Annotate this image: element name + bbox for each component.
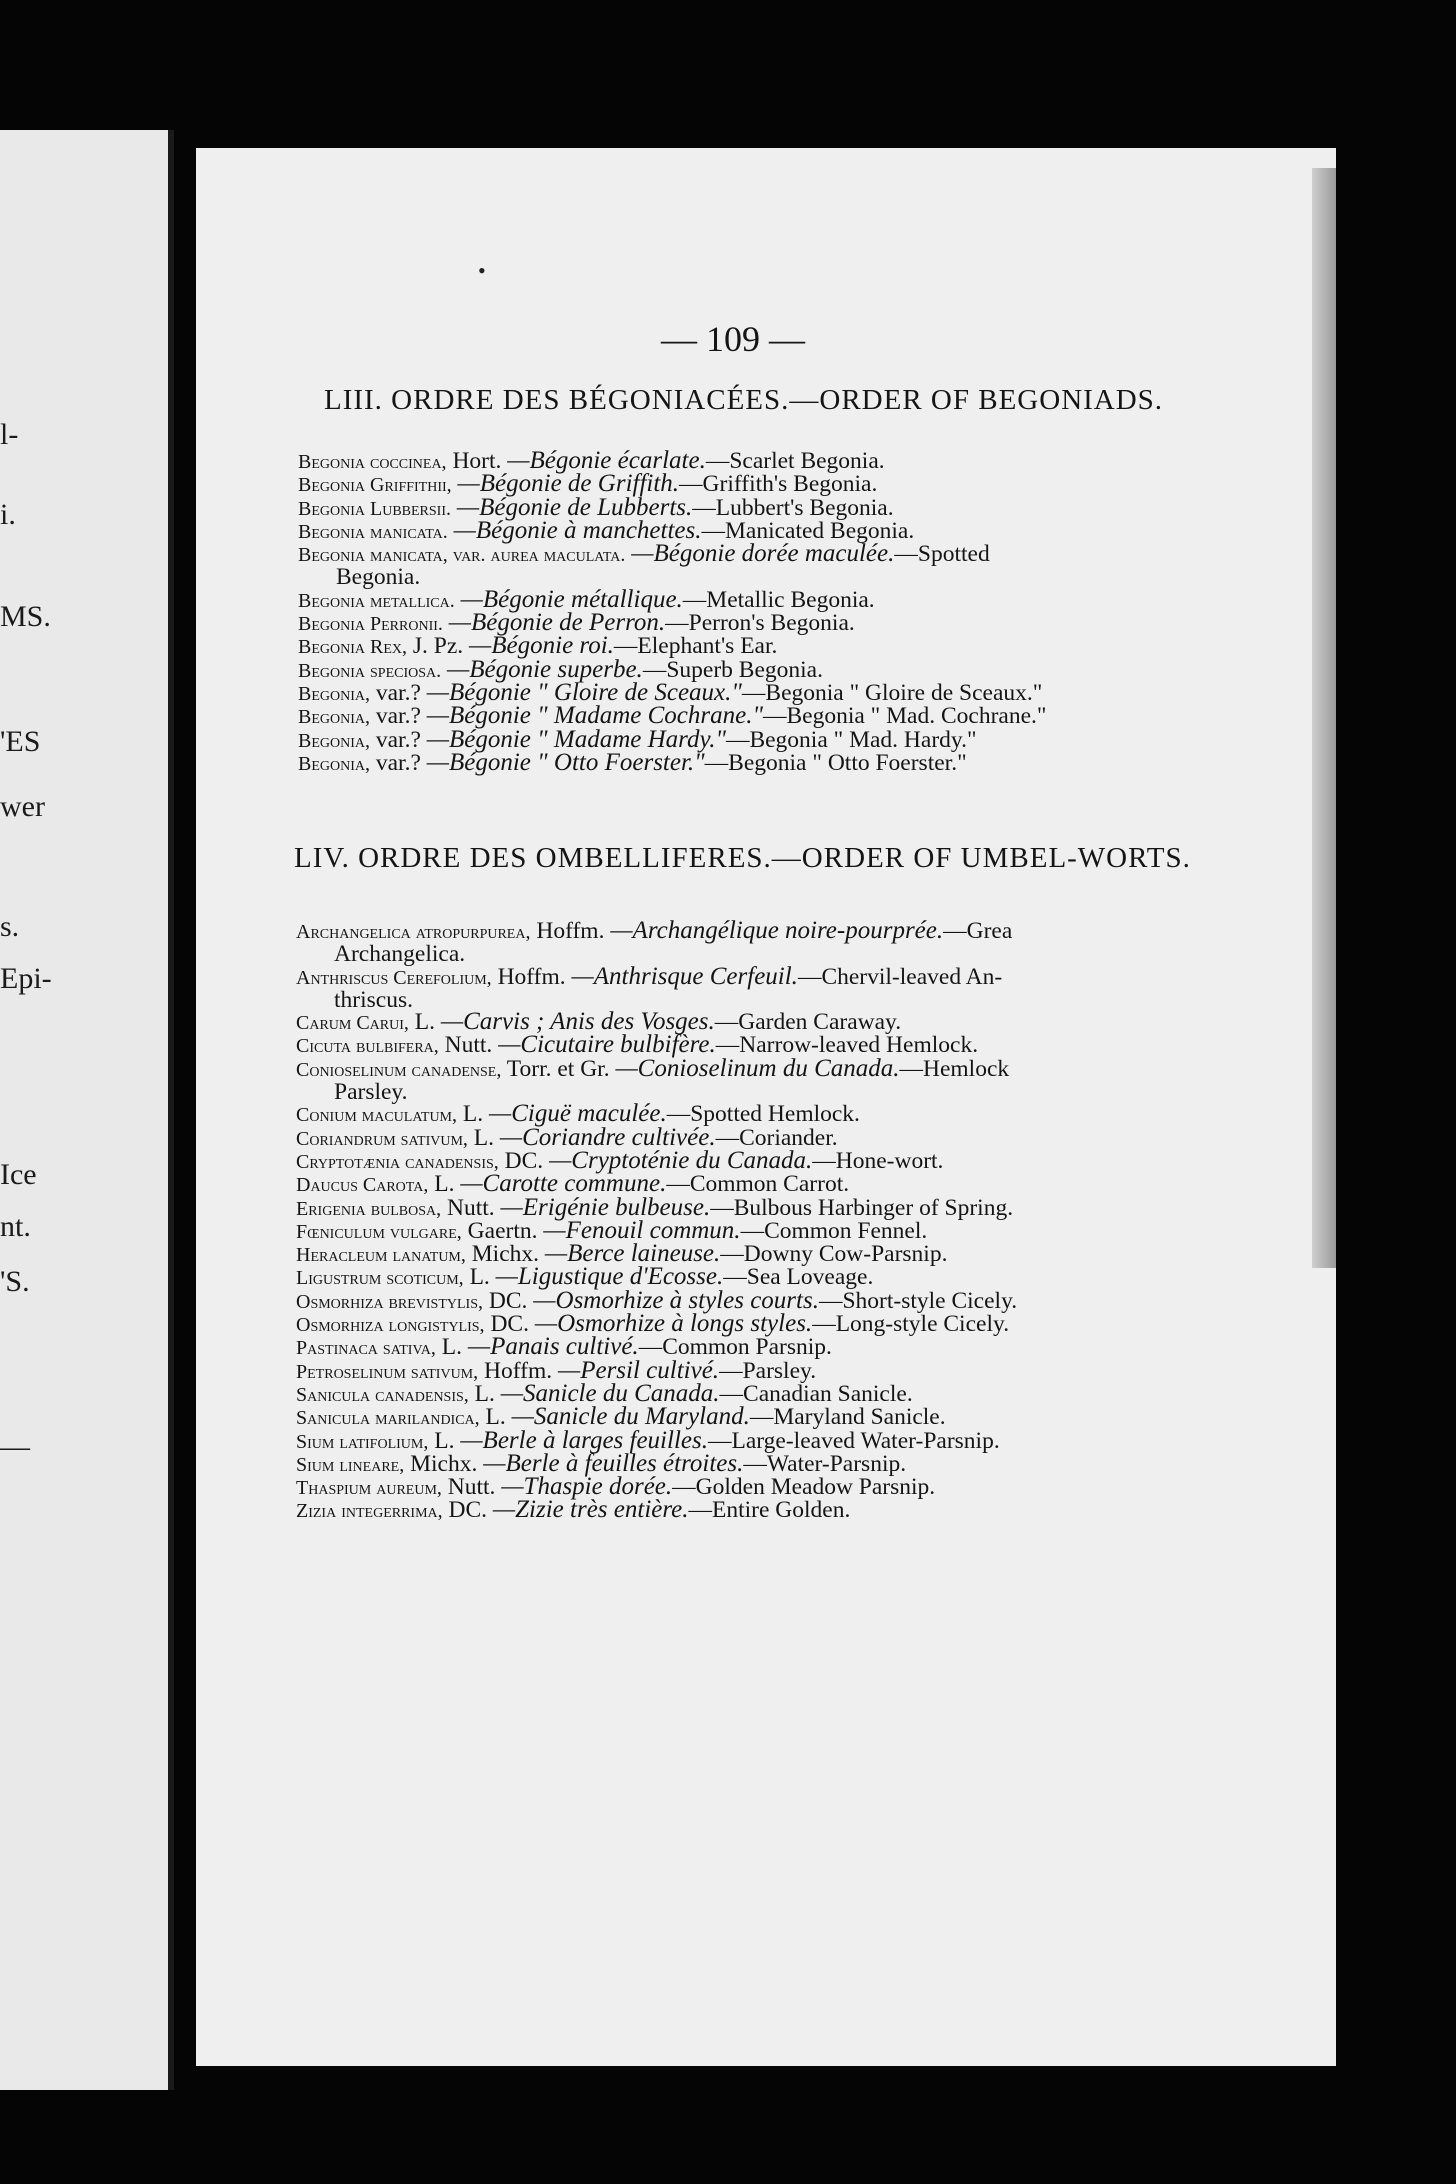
french-name: —Bégonie de Lubberts. <box>456 493 693 521</box>
english-name: —Narrow-leaved Hemlock. <box>715 1032 979 1059</box>
french-name: —Bégonie " Madame Hardy." <box>426 725 726 753</box>
author-citation: L. <box>474 1380 495 1407</box>
french-name: —Bégonie " Gloire de Sceaux." <box>426 678 742 706</box>
plant-entry <box>296 1496 1017 1524</box>
author-citation: var.? <box>375 749 421 776</box>
english-name: —Large-leaved Water-Parsnip. <box>707 1427 1000 1454</box>
french-name: —Coriandre cultivée. <box>499 1123 716 1151</box>
french-name: —Erigénie bulbeuse. <box>500 1193 711 1221</box>
ink-speck: • <box>478 258 486 283</box>
plant-entry <box>298 632 1046 660</box>
latin-name: Begonia, <box>298 752 370 775</box>
french-name: —Cicutaire bulbifère. <box>498 1031 716 1059</box>
english-name: —Golden Meadow Parsnip. <box>672 1474 936 1501</box>
facing-page-fragment: i. <box>0 498 16 531</box>
latin-name: Heracleum lanatum, <box>296 1244 466 1267</box>
french-name: —Berle à larges feuilles. <box>460 1426 708 1454</box>
latin-name: Begonia coccinea, <box>298 451 447 473</box>
latin-name: Erigenia bulbosa, <box>296 1197 442 1220</box>
french-name: —Zizie très entière. <box>492 1496 689 1524</box>
author-citation: L. <box>469 1264 490 1291</box>
author-citation: Nutt. <box>444 1032 493 1059</box>
author-citation: Hoffm. <box>536 918 605 944</box>
english-name: —Common Fennel. <box>740 1217 928 1244</box>
book-page <box>196 148 1336 2066</box>
latin-name: Begonia Griffithii, <box>298 474 452 497</box>
latin-name: Osmorhiza brevistylis, <box>296 1290 484 1313</box>
french-name: —Panais cultivé. <box>467 1333 639 1361</box>
french-name: —Persil cultivé. <box>557 1356 720 1384</box>
french-name: —Carotte commune. <box>460 1170 667 1198</box>
english-name: —Scarlet Begonia. <box>705 448 885 474</box>
french-name: —Bégonie écarlate. <box>507 447 706 474</box>
french-name: —Bégonie " Otto Foerster." <box>426 748 705 776</box>
french-name: —Ligustique d'Ecosse. <box>495 1263 724 1291</box>
latin-name: Archangelica atropurpurea, <box>296 921 531 943</box>
plant-entry <box>298 585 1046 613</box>
author-citation: L. <box>485 1404 506 1431</box>
french-name: —Anthrisque Cerfeuil. <box>571 962 798 990</box>
english-name: —Spotted <box>894 541 990 568</box>
latin-name: Begonia, <box>298 729 370 752</box>
author-citation: Torr. et Gr. <box>506 1055 610 1082</box>
french-name: —Bégonie de Griffith. <box>457 470 680 498</box>
english-name: —Maryland Sanicle. <box>749 1404 946 1431</box>
english-name: —Begonia " Mad. Hardy." <box>725 726 977 753</box>
author-citation: L. <box>473 1124 495 1151</box>
latin-name: Begonia Rex, <box>298 636 407 659</box>
facing-page-fragment: wer <box>0 790 45 823</box>
english-name: —Hone-wort. <box>812 1147 944 1174</box>
facing-page-fragment: l- <box>0 418 19 451</box>
latin-name: Zizia integerrima, <box>296 1500 443 1523</box>
latin-name: Begonia speciosa. <box>298 659 442 682</box>
facing-page-fragment: nt. <box>0 1210 31 1243</box>
latin-name: Begonia Lubbersii. <box>298 497 451 520</box>
latin-name: Ligustrum scoticum, <box>296 1267 464 1290</box>
english-name: —Lubbert's Begonia. <box>692 494 894 521</box>
latin-name: Sanicula canadensis, <box>296 1383 469 1406</box>
french-name: —Sanicle du Maryland. <box>511 1403 750 1431</box>
latin-name: Daucus Carota, <box>296 1174 429 1197</box>
author-citation: var.? <box>375 679 421 706</box>
french-name: —Berle à feuilles étroites. <box>483 1449 744 1477</box>
latin-name: Begonia manicata, var. aurea maculata. <box>298 544 626 567</box>
author-citation: Michx. <box>471 1241 539 1268</box>
latin-name: Osmorhiza longistylis, <box>296 1314 485 1337</box>
author-citation: L. <box>462 1101 484 1128</box>
plant-entry <box>296 1054 1017 1106</box>
latin-name: Conium maculatum, <box>296 1104 458 1127</box>
author-citation: Hoffm. <box>484 1357 553 1384</box>
section-heading-begoniads: LIII. ORDRE DES BÉGONIACÉES.—ORDER OF BEGONIADS. <box>324 384 1164 416</box>
english-name: —Spotted Hemlock. <box>666 1101 860 1128</box>
plant-entry <box>298 748 1046 776</box>
plant-entry <box>296 962 1017 1013</box>
author-citation: Nutt. <box>446 1194 495 1221</box>
author-citation: Gaertn. <box>467 1217 538 1244</box>
section-heading-umbelworts: LIV. ORDRE DES OMBELLIFERES.—ORDER OF UMBEL-WORTS. <box>294 842 1191 874</box>
french-name: —Cryptoténie du Canada. <box>549 1146 813 1174</box>
english-name: —Manicated Begonia. <box>701 517 915 544</box>
plant-entry <box>296 1310 1017 1338</box>
latin-name: Begonia, <box>298 706 370 729</box>
english-name: —Downy Cow-Parsnip. <box>720 1241 948 1268</box>
facing-page-fragment: — <box>0 1430 30 1463</box>
french-name: —Bégonie à manchettes. <box>453 516 702 544</box>
author-citation: DC. <box>488 1287 528 1314</box>
latin-name: Carum Carui, <box>296 1012 409 1035</box>
english-name: —Begonia " Gloire de Sceaux." <box>741 679 1043 706</box>
latin-name: Sium lineare, <box>296 1453 405 1476</box>
latin-name: Begonia Perronii. <box>298 613 443 636</box>
french-name: —Bégonie " Madame Cochrane." <box>426 702 763 730</box>
entry-continuation: thriscus. <box>334 986 413 1013</box>
english-name: —Long-style Cicely. <box>812 1311 1010 1338</box>
english-name: —Begonia " Mad. Cochrane." <box>762 703 1047 730</box>
latin-name: Begonia manicata. <box>298 520 448 543</box>
author-citation: Michx. <box>410 1450 478 1477</box>
author-citation: J. Pz. <box>412 633 464 660</box>
author-citation: L. <box>414 1009 436 1036</box>
entry-list-begoniads <box>298 447 1047 776</box>
french-name: —Carvis ; Anis des Vosges. <box>440 1008 715 1036</box>
english-name: —Chervil-leaved An- <box>797 963 1003 990</box>
english-name: —Short-style Cicely. <box>818 1287 1018 1314</box>
facing-page-edge <box>0 130 174 2090</box>
english-name: —Water-Parsnip. <box>743 1450 907 1477</box>
facing-page-fragment: Epi- <box>0 962 52 995</box>
latin-name: Cryptotænia canadensis, <box>296 1150 499 1173</box>
english-name: —Metallic Begonia. <box>682 586 875 613</box>
latin-name: Sanicula marilandica, <box>296 1407 480 1430</box>
plant-entry <box>298 540 1046 591</box>
french-name: —Bégonie superbe. <box>447 655 643 683</box>
entry-continuation: Parsley. <box>334 1079 408 1106</box>
french-name: —Bégonie dorée maculée. <box>631 540 895 568</box>
author-citation: DC. <box>448 1497 488 1524</box>
english-name: —Coriander. <box>715 1124 838 1151</box>
latin-name: Begonia metallica. <box>298 589 455 612</box>
english-name: —Hemlock <box>899 1055 1010 1082</box>
french-name: —Fenouil commun. <box>543 1216 741 1244</box>
latin-name: Sium latifolium, <box>296 1430 429 1453</box>
author-citation: Hoffm. <box>497 963 566 990</box>
english-name: —Griffith's Begonia. <box>679 471 878 498</box>
page-gutter-shadow <box>1312 168 1336 1268</box>
english-name: —Perron's Begonia. <box>665 610 855 637</box>
latin-name: Begonia, <box>298 682 370 705</box>
french-name: —Bégonie métallique. <box>460 585 683 613</box>
entry-continuation: Archangelica. <box>334 941 466 968</box>
french-name: —Osmorhize à styles courts. <box>533 1286 819 1314</box>
latin-name: Cicuta bulbifera, <box>296 1035 439 1058</box>
facing-page-fragment: 'S. <box>0 1265 30 1298</box>
page-number: — 109 — <box>661 319 805 359</box>
latin-name: Thaspium aureum, <box>296 1477 442 1500</box>
author-citation: L. <box>441 1334 462 1361</box>
english-name: —Common Carrot. <box>666 1171 850 1198</box>
latin-name: Conioselinum canadense, <box>296 1058 502 1081</box>
french-name: —Ciguë maculée. <box>489 1100 667 1128</box>
author-citation: DC. <box>504 1147 544 1174</box>
english-name: —Grea <box>943 918 1013 944</box>
entry-list-umbelworts <box>296 917 1018 1524</box>
english-name: —Canadian Sanicle. <box>719 1380 913 1407</box>
latin-name: Petroselinum sativum, <box>296 1360 479 1383</box>
english-name: —Parsley. <box>719 1357 817 1384</box>
english-name: —Superb Begonia. <box>642 656 823 683</box>
french-name: —Sanicle du Canada. <box>500 1379 720 1407</box>
latin-name: Coriandrum sativum, <box>296 1127 468 1150</box>
entry-continuation: Begonia. <box>336 564 421 591</box>
french-name: —Berce laineuse. <box>544 1240 721 1268</box>
french-name: —Archangélique noire-pourprée. <box>610 917 944 944</box>
english-name: —Begonia " Otto Foerster." <box>704 749 967 776</box>
english-name: —Common Parsnip. <box>638 1334 832 1361</box>
author-citation: Hort. <box>452 448 502 474</box>
author-citation: L. <box>434 1171 455 1198</box>
french-name: —Conioselinum du Canada. <box>615 1054 900 1082</box>
author-citation: L. <box>434 1427 455 1454</box>
author-citation: DC. <box>490 1311 529 1338</box>
plant-entry <box>298 609 1046 637</box>
author-citation: var.? <box>375 703 421 730</box>
latin-name: Fœniculum vulgare, <box>296 1220 462 1243</box>
facing-page-fragment: MS. <box>0 600 51 633</box>
author-citation: Nutt. <box>447 1474 496 1501</box>
english-name: —Bulbous Harbinger of Spring. <box>710 1194 1014 1221</box>
english-name: —Sea Loveage. <box>723 1264 874 1291</box>
french-name: —Thaspie dorée. <box>501 1473 673 1501</box>
plant-entry <box>296 917 1017 968</box>
author-citation: var.? <box>375 726 421 753</box>
facing-page-fragment: Ice <box>0 1158 37 1191</box>
english-name: —Entire Golden. <box>688 1497 851 1524</box>
french-name: —Bégonie de Perron. <box>448 609 666 637</box>
facing-page-fragment: s. <box>0 910 20 943</box>
latin-name: Anthriscus Cerefolium, <box>296 966 492 989</box>
english-name: —Elephant's Ear. <box>613 633 778 660</box>
facing-page-fragment: 'ES <box>0 725 41 758</box>
french-name: —Bégonie roi. <box>469 632 614 660</box>
english-name: —Garden Caraway. <box>714 1009 902 1036</box>
french-name: —Osmorhize à longs styles. <box>534 1310 813 1338</box>
latin-name: Pastinaca sativa, <box>296 1337 436 1360</box>
